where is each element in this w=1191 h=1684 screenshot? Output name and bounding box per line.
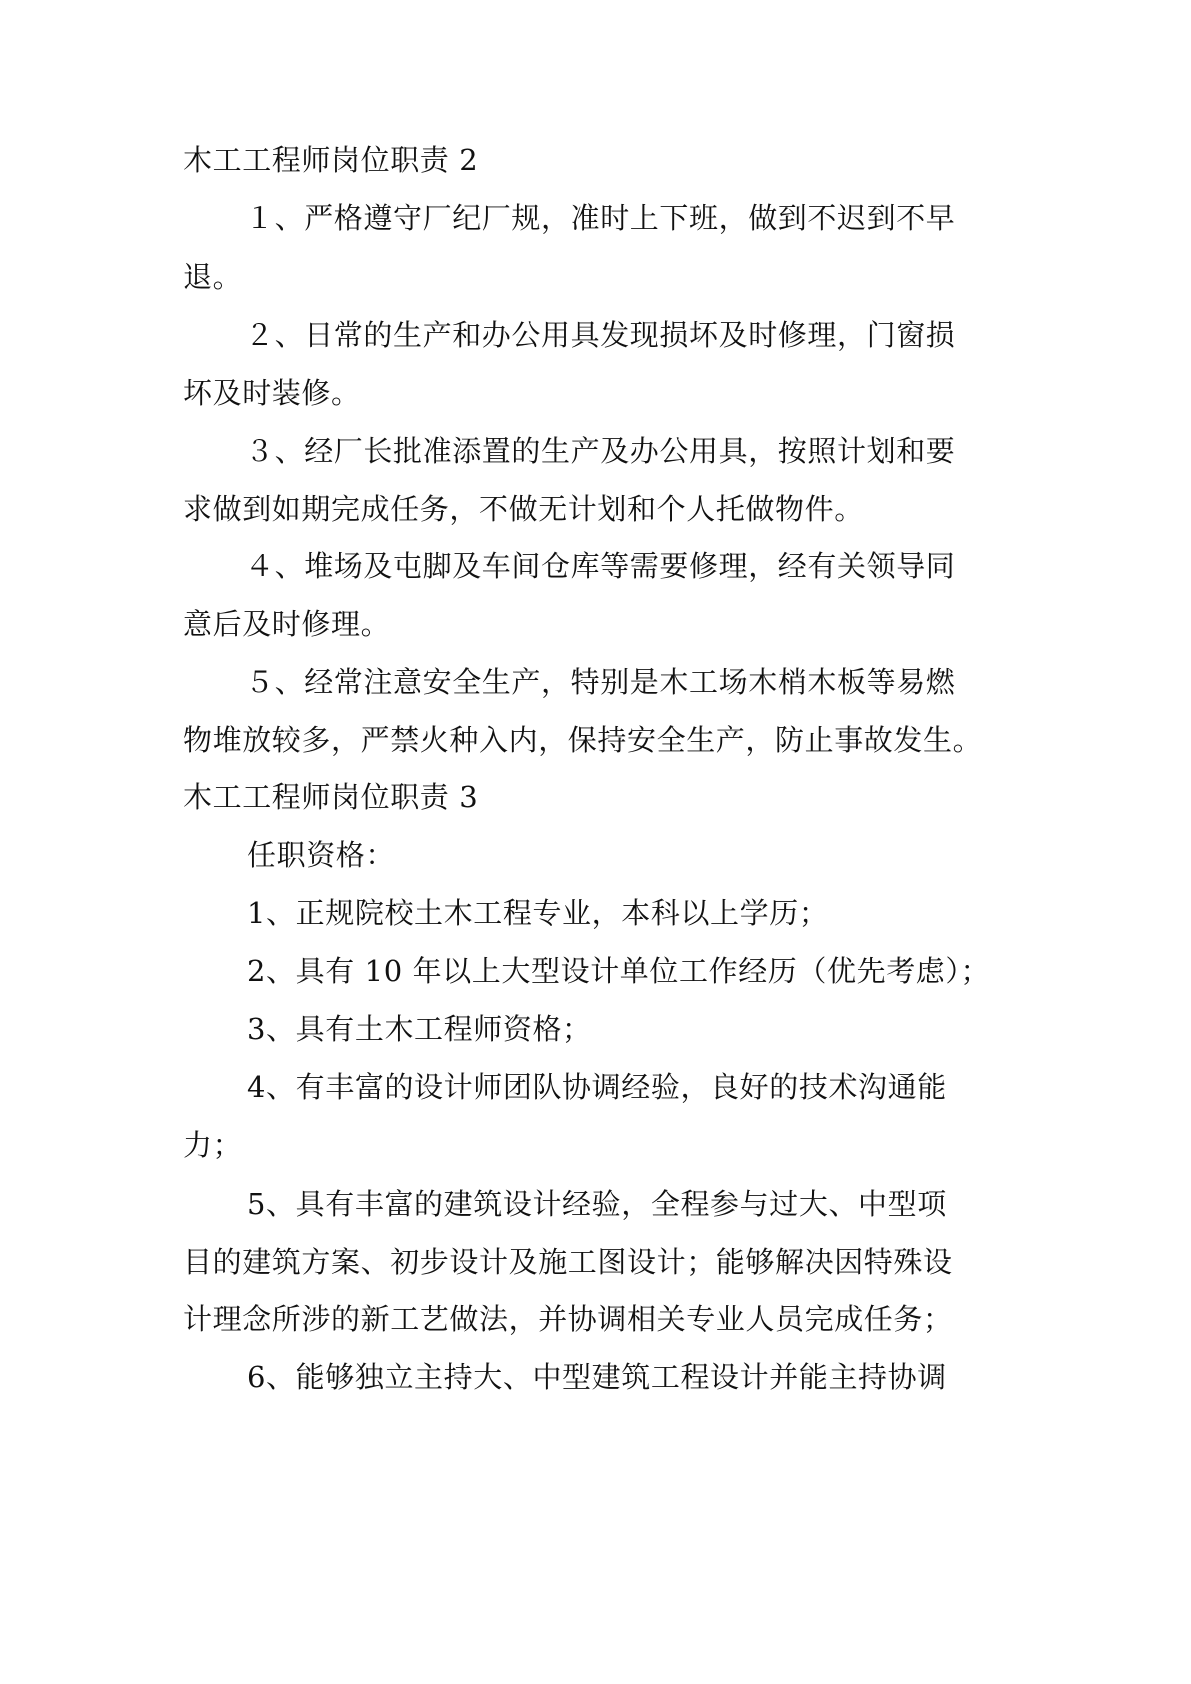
section-3-title: 木工工程师岗位职责 3: [183, 780, 479, 814]
section-3-item-2-line-1: 2、具有 10 年以上大型设计单位工作经历（优先考虑）；: [247, 954, 991, 988]
section-2-item-3-line-2: 求做到如期完成任务，不做无计划和个人托做物件。: [183, 492, 864, 526]
section-2-item-5-line-2: 物堆放较多，严禁火种入内，保持安全生产，防止事故发生。: [183, 723, 983, 757]
section-3-item-3-line-1: 3、具有土木工程师资格；: [247, 1012, 592, 1046]
section-3-item-1-line-1: 1、正规院校土木工程专业，本科以上学历；: [247, 896, 829, 930]
section-3-heading: 任职资格：: [247, 838, 396, 872]
section-3-item-5-line-1: 5、具有丰富的建筑设计经验，全程参与过大、中型项: [247, 1187, 947, 1221]
section-2-item-3-line-1: ３、经厂长批准添置的生产及办公用具，按照计划和要: [245, 434, 956, 468]
section-2-item-5-line-1: ５、经常注意安全生产，特别是木工场木梢木板等易燃: [245, 665, 956, 699]
section-2-item-2-line-2: 坏及时装修。: [183, 376, 361, 410]
section-3-item-4-line-1: 4、有丰富的设计师团队协调经验，良好的技术沟通能: [247, 1070, 947, 1104]
section-2-item-4-line-2: 意后及时修理。: [183, 607, 391, 641]
section-3-item-4-line-2: 力；: [183, 1128, 243, 1162]
section-2-item-4-line-1: ４、堆场及屯脚及车间仓库等需要修理，经有关领导同: [245, 549, 956, 583]
section-3-item-6-line-1: 6、能够独立主持大、中型建筑工程设计并能主持协调: [247, 1360, 947, 1394]
section-2-title: 木工工程师岗位职责 2: [183, 143, 479, 177]
section-3-item-5-line-3: 计理念所涉的新工艺做法，并协调相关专业人员完成任务；: [183, 1302, 953, 1336]
section-3-item-5-line-2: 目的建筑方案、初步设计及施工图设计；能够解决因特殊设: [183, 1245, 953, 1279]
section-2-item-2-line-1: ２、日常的生产和办公用具发现损坏及时修理，门窗损: [245, 318, 956, 352]
section-2-item-1-line-2: 退。: [183, 260, 243, 294]
section-2-item-1-line-1: １、严格遵守厂纪厂规，准时上下班，做到不迟到不早: [245, 201, 956, 235]
